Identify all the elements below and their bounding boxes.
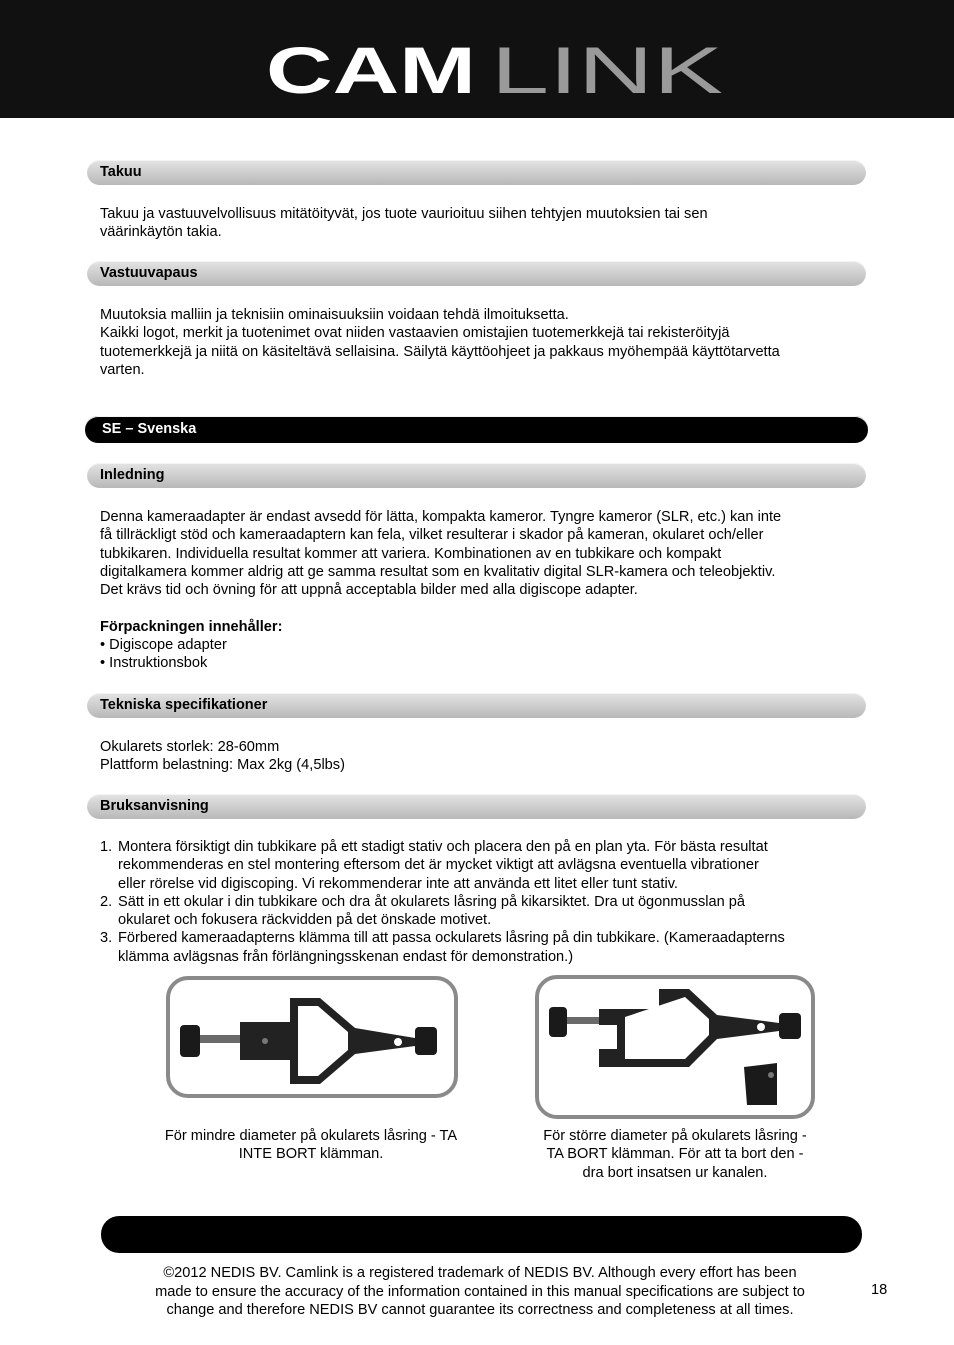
section-title: Takuu (100, 164, 142, 180)
step-item (100, 838, 860, 893)
footer-line: change and therefore NEDIS BV cannot guarantee its correctness and completeness at all times. (166, 1302, 794, 1318)
text-line: få tillräckligt stöd och kameraadaptern kan fela, vilket resulterar i skador på kameran, okularet och/eller (100, 527, 764, 544)
text-line: eller rörelse vid digiscoping. Vi rekommenderar inte att använda ett litet eller tunt stativ. (118, 875, 678, 892)
text-line: Det krävs tid och övning för att uppnå acceptabla bilder med alla digiscope adapter. (100, 582, 638, 599)
text-line: Kaikki logot, merkit ja tuotenimet ovat niiden vastaavien omistajien tuotemerkkejä tai rekisteröityjä (100, 325, 730, 342)
text-line: tuotemerkkejä ja niitä on käsiteltävä sellaisina. Säilytä käyttöohjeet ja pakkaus myöhempää käyttötarvetta (100, 343, 780, 360)
section-title: Bruksanvisning (100, 798, 209, 814)
text-line: Förbered kameraadapterns klämma till att passa ockularets låsring på din tubkikare. (Kameraadapterns (118, 930, 785, 947)
text-line: rekommenderas en stel montering eftersom det är mycket viktigt att avlägsna eventuella vibrationer (118, 857, 759, 874)
caption-line: För större diameter på okularets låsring - (543, 1128, 807, 1144)
header-band (0, 0, 954, 118)
step-item (100, 893, 860, 930)
section-bar-specs (87, 693, 866, 718)
footer-copyright (110, 1264, 850, 1320)
language-bar (85, 416, 868, 443)
instruction-steps (100, 838, 860, 966)
step-number: 2. (100, 893, 113, 910)
text-line: Montera försiktigt din tubkikare på ett stadigt stativ och placera den på en plan yta. För bästa resultat (118, 839, 768, 855)
section-title: Inledning (100, 467, 165, 483)
inledning-text (100, 508, 860, 673)
text-line: Okularets storlek: 28-60mm (100, 739, 280, 755)
text-line: okularet och fokusera räckvidden på det önskade motivet. (118, 912, 492, 929)
text-line: digitalkamera kommer aldrig att ge samma resultat som en kvalitativ digital SLR-kamera och teleobjektiv. (100, 563, 776, 580)
page-number: 18 (871, 1282, 888, 1298)
package-title: Förpackningen innehåller: (100, 618, 283, 635)
text-line: tubkikaren. Individuella resultat kommer att variera. Kombinationen av en tubkikare och kompakt (100, 545, 722, 562)
text-line: varten. (100, 361, 145, 378)
footer-line: made to ensure the accuracy of the information contained in this manual specifications are subject to (155, 1283, 805, 1300)
text-line: Denna kameraadapter är endast avsedd för lätta, kompakta kameror. Tyngre kameror (SLR, etc.) kan inte (100, 509, 782, 525)
section-bar-vastuuvapaus (87, 261, 866, 286)
text-line: klämma avlägsnas från förlängningsskenan endast för demonstration.) (118, 948, 574, 965)
section-bar-takuu (87, 160, 866, 185)
caption-line: INTE BORT klämman. (238, 1146, 384, 1163)
camlink-logo (266, 38, 726, 98)
step-item (100, 929, 860, 966)
text-line: Sätt in ett okular i din tubkikare och dra åt okularets låsring på kikarsiktet. Dra ut ögonmusslan på (118, 893, 746, 910)
caption-right (505, 1127, 845, 1182)
logo-link: LINK (491, 38, 723, 98)
text-line: väärinkäytön takia. (100, 224, 222, 241)
caption-line: TA BORT klämman. För att ta bort den - (546, 1146, 804, 1163)
adapter-drawing (539, 979, 811, 1115)
package-item: • Digiscope adapter (100, 637, 227, 654)
logo-cam: CAM (266, 38, 476, 98)
caption-line: dra bort insatsen ur kanalen. (582, 1164, 768, 1181)
text-line: Takuu ja vastuuvelvollisuus mitätöityvät, jos tuote vaurioituu siihen tehtyjen muutoksien tai sen (100, 206, 708, 222)
section-title: Vastuuvapaus (100, 265, 198, 281)
adapter-image-left (166, 976, 458, 1098)
section-title: Tekniska specifikationer (100, 697, 268, 713)
footer-line: ©2012 NEDIS BV. Camlink is a registered trademark of NEDIS BV. Although every effort has been (163, 1265, 797, 1281)
section-bar-bruk (87, 794, 866, 819)
language-title: SE – Svenska (102, 421, 197, 437)
footer-bar (101, 1216, 862, 1253)
text-line: Muutoksia malliin ja teknisiin ominaisuuksiin voidaan tehdä ilmoituksetta. (100, 307, 569, 323)
takuu-text (100, 205, 860, 242)
caption-left (140, 1127, 482, 1164)
specs-text (100, 738, 860, 775)
step-number: 1. (100, 839, 113, 855)
text-line: Plattform belastning: Max 2kg (4,5lbs) (100, 757, 345, 774)
vastuuvapaus-text (100, 306, 860, 379)
step-number: 3. (100, 930, 113, 947)
adapter-image-right (535, 975, 815, 1119)
caption-line: För mindre diameter på okularets låsring - TA (164, 1128, 458, 1144)
section-bar-inledning (87, 463, 866, 488)
adapter-drawing (170, 980, 454, 1094)
package-item: • Instruktionsbok (100, 655, 208, 672)
